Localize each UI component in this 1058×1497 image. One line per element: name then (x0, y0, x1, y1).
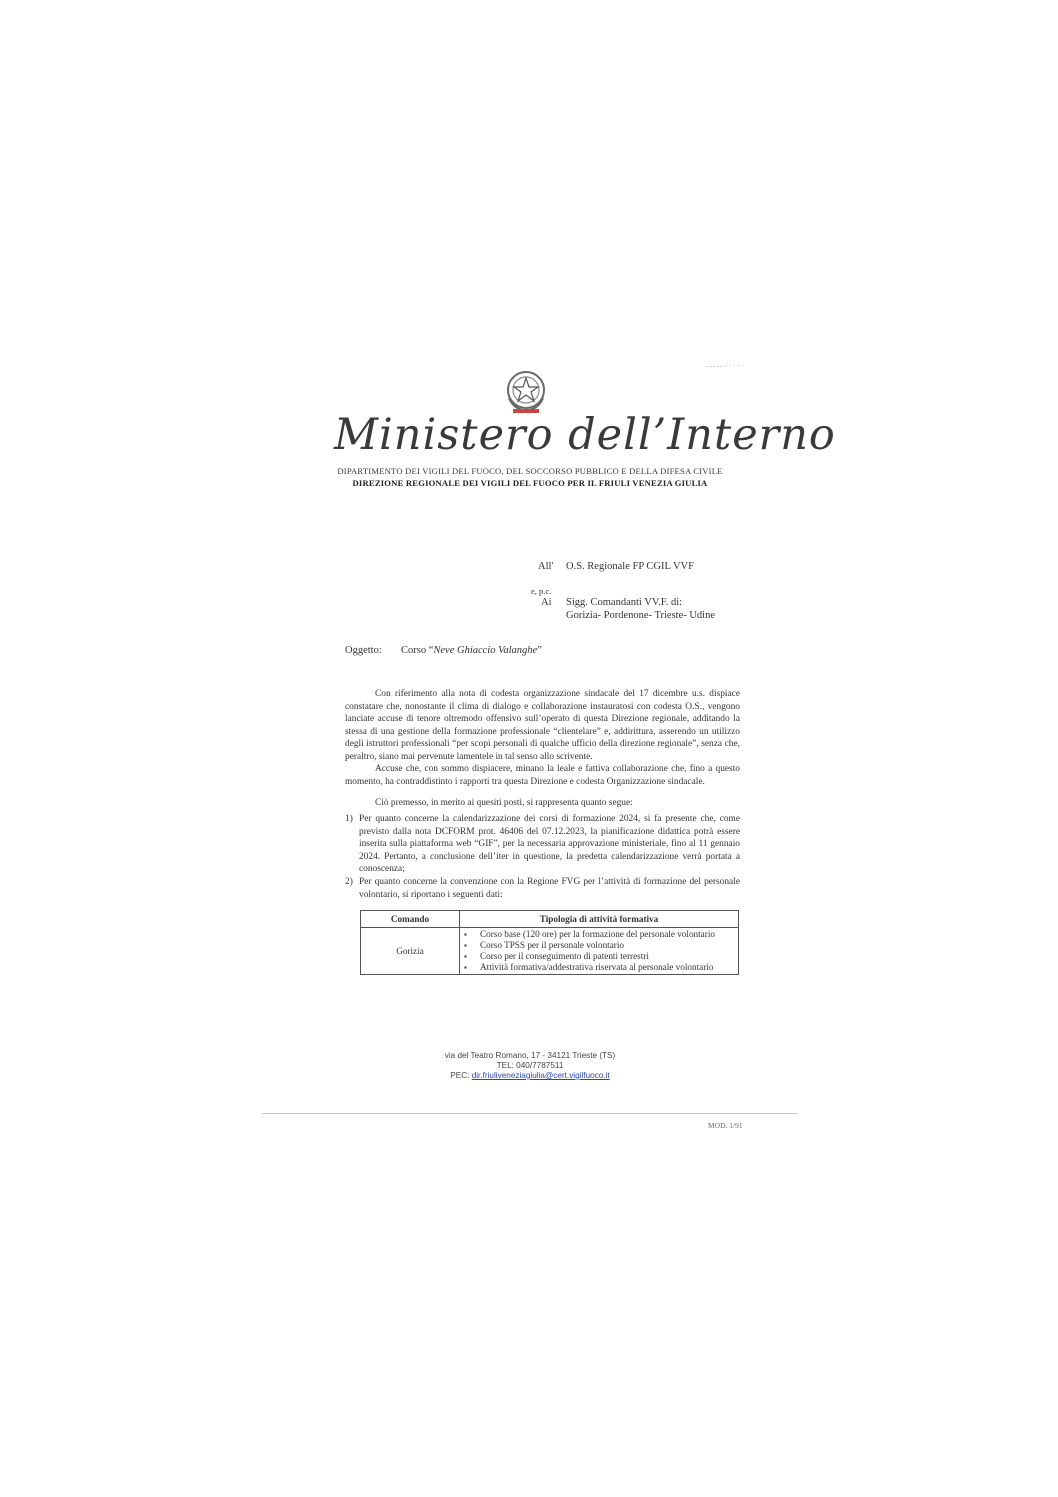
pec-link[interactable]: dir.friuliveneziagiulia@cert.vigilfuoco.it (471, 1071, 610, 1080)
list-item: ▪ Attività formativa/addestrativa riservata al personale volontario (464, 962, 734, 973)
list-item: 1) Per quanto concerne la calendarizzazione dei corsi di formazione 2024, si fa presente che, come previsto dalla nota DCFORM prot. 46406 del 07.12.2023, la pianificazione didattica potrà essere inserita sulla piattaforma web “GIF”, per la necessaria approvazione ministeriale, fino al 11 gennaio 2024. Pertanto, a conclusione dell’iter in questione, la predetta calendarizzazione verrà portata a conoscenza; (345, 814, 740, 875)
footer-pec-label: PEC: (450, 1071, 470, 1080)
list-item: 2) Per quanto concerne la convenzione con la Regione FVG per l’attività di formazione del personale volontario, si riportano i seguenti dati: (345, 876, 740, 900)
training-table-wrapper (360, 910, 739, 975)
body-paragraph-3: Ciò premesso, in merito ai quesiti posti, si rappresenta quanto segue: (375, 798, 633, 808)
subject-prefix: Corso “ (401, 645, 434, 656)
table-row (361, 928, 739, 975)
footer-address: via del Teatro Romano, 17 - 34121 Trieste (TS) (444, 1051, 616, 1060)
table-header-comando: Comando (361, 911, 460, 928)
cc-line-1: Sigg. Comandanti VV.F. di: (566, 597, 683, 608)
recipient-value: O.S. Regionale FP CGIL VVF (566, 561, 694, 572)
cc-label: e, p.c. (531, 586, 552, 596)
subject-suffix: ” (537, 645, 542, 656)
footer-divider (262, 1113, 798, 1114)
direction-name: DIREZIONE REGIONALE DEI VIGILI DEL FUOCO PER IL FRIULI VENEZIA GIULIA (352, 478, 708, 488)
recipient-label: All' (538, 561, 554, 572)
list-item: ▪ Corso per il conseguimento di patenti terrestri (464, 951, 734, 962)
protocol-mark: ______.. . . . (706, 363, 745, 368)
model-code: MOD. 1/91 (708, 1121, 743, 1130)
list-item: ▪ Corso base (120 ore) per la formazione del personale volontario (464, 929, 734, 940)
cc-prefix: Ai (541, 597, 552, 608)
table-header-row (361, 911, 739, 928)
body-paragraph-1: Con riferimento alla nota di codesta organizzazione sindacale del 17 dicembre u.s. dispiace constatare che, nonostante il clima di dialogo e collaborazione instauratosi con codesta O.S., vengono lanciate accuse di tenore oltremodo offensivo sull’operato di questa Direzione regionale, additando la stessa di una gestione della formazione professionale “clientelare” e, addirittura, asserendo un utilizzo degli istruttori professionali “per scopi personali di qualche ufficio della direzione regionale”, senza che, peraltro, siano mai pervenute lamentele in tal senso allo scrivente. (345, 689, 740, 762)
cc-line-2: Gorizia- Pordenone- Trieste- Udine (566, 610, 716, 621)
subject-label: Oggetto: (345, 645, 382, 656)
subject-line (345, 645, 542, 656)
list-item: ▪ Corso TPSS per il personale volontario (464, 940, 734, 951)
table-cell-activities (460, 928, 739, 975)
training-table (360, 910, 739, 975)
department-name: DIPARTIMENTO DEI VIGILI DEL FUOCO, DEL SOCCORSO PUBBLICO E DELLA DIFESA CIVILE (337, 466, 723, 476)
table-header-tipologia: Tipologia di attività formativa (460, 911, 739, 928)
numbered-list (345, 813, 740, 901)
footer-contacts (400, 1051, 660, 1081)
table-cell-comando: Gorizia (361, 928, 460, 975)
subject-title: Neve Ghiaccio Valanghe (433, 645, 538, 656)
ministry-name: Ministero dell’Interno (334, 410, 836, 460)
body-paragraph-2: Accuse che, con sommo dispiacere, minano la leale e fattiva collaborazione che, fino a questo momento, ha contraddistinto i rapporti tra questa Direzione e codesta Organizzazione sindacale. (345, 764, 740, 787)
footer-tel: TEL: 040/7787511 (496, 1061, 564, 1070)
